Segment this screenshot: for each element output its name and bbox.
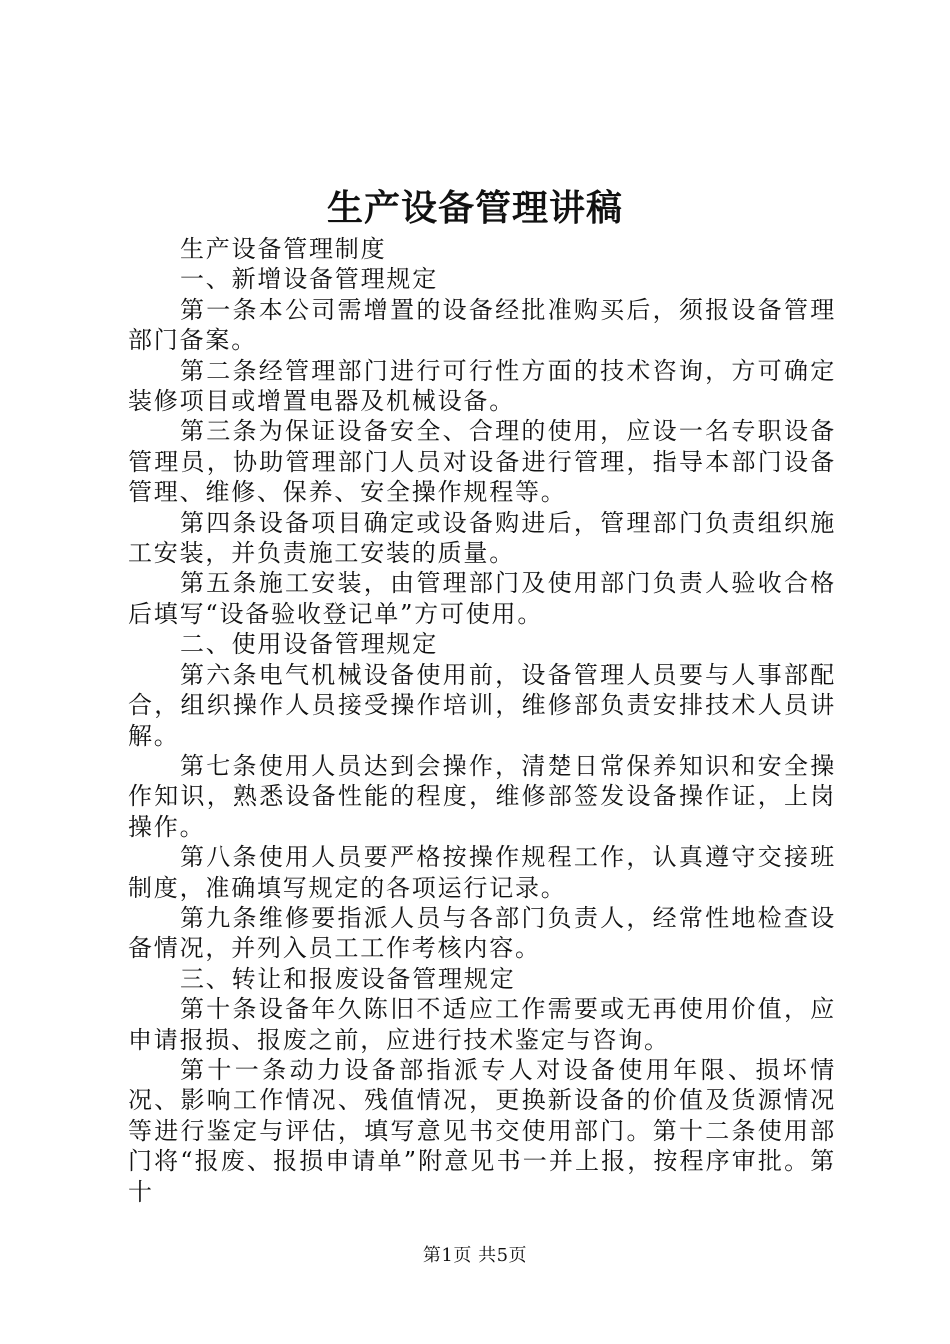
paragraph-article-5: 第五条施工安装，由管理部门及使用部门负责人验收合格后填写“设备验收登记单”方可使用。 [128,569,836,628]
page-footer: 第1页 共5页 [422,1245,528,1266]
paragraph-article-2: 第二条经管理部门进行可行性方面的技术咨询，方可确定装修项目或增置电器及机械设备。 [128,356,836,416]
paragraph-subtitle: 生产设备管理制度 [180,235,387,263]
paragraph-article-8: 第八条使用人员要严格按操作规程工作，认真遵守交接班制度，准确填写规定的各项运行记录。 [128,843,836,902]
paragraph-article-9: 第九条维修要指派人员与各部门负责人，经常性地检查设备情况，并列入员工工作考核内容。 [128,903,836,963]
paragraph-article-3: 第三条为保证设备安全、合理的使用，应设一名专职设备管理员，协助管理部门人员对设备进行管理，指导本部门设备管理、维修、保养、安全操作规程等。 [128,417,836,507]
paragraph-article-4: 第四条设备项目确定或设备购进后，管理部门负责组织施工安装，并负责施工安装的质量。 [128,508,836,568]
page-title: 生产设备管理讲稿 [326,187,623,229]
paragraph-article-1: 第一条本公司需增置的设备经批准购买后，须报设备管理部门备案。 [128,295,836,355]
section-heading-2: 二、使用设备管理规定 [180,630,438,659]
paragraph-article-7: 第七条使用人员达到会操作，清楚日常保养知识和安全操作知识，熟悉设备性能的程度，维修部签发设备操作证，上岗操作。 [128,751,836,841]
section-heading-1: 一、新增设备管理规定 [180,265,438,294]
paragraph-article-10: 第十条设备年久陈旧不适应工作需要或无再使用价值，应申请报损、报废之前，应进行技术鉴定与咨询。 [128,995,836,1054]
section-heading-3: 三、转让和报废设备管理规定 [180,964,516,993]
paragraph-article-11: 第十一条动力设备部指派专人对设备使用年限、损坏情况、影响工作情况、残值情况，更换新设备的价值及货源情况等进行鉴定与评估，填写意见书交使用部门。第十二条使用部门将“报废、报损申请单”附意见书一并上报，按程序审批。第十 [128,1055,836,1206]
document-body [128,234,836,1207]
paragraph-article-6: 第六条电气机械设备使用前，设备管理人员要与人事部配合，组织操作人员接受操作培训，维修部负责安排技术人员讲解。 [128,660,836,750]
